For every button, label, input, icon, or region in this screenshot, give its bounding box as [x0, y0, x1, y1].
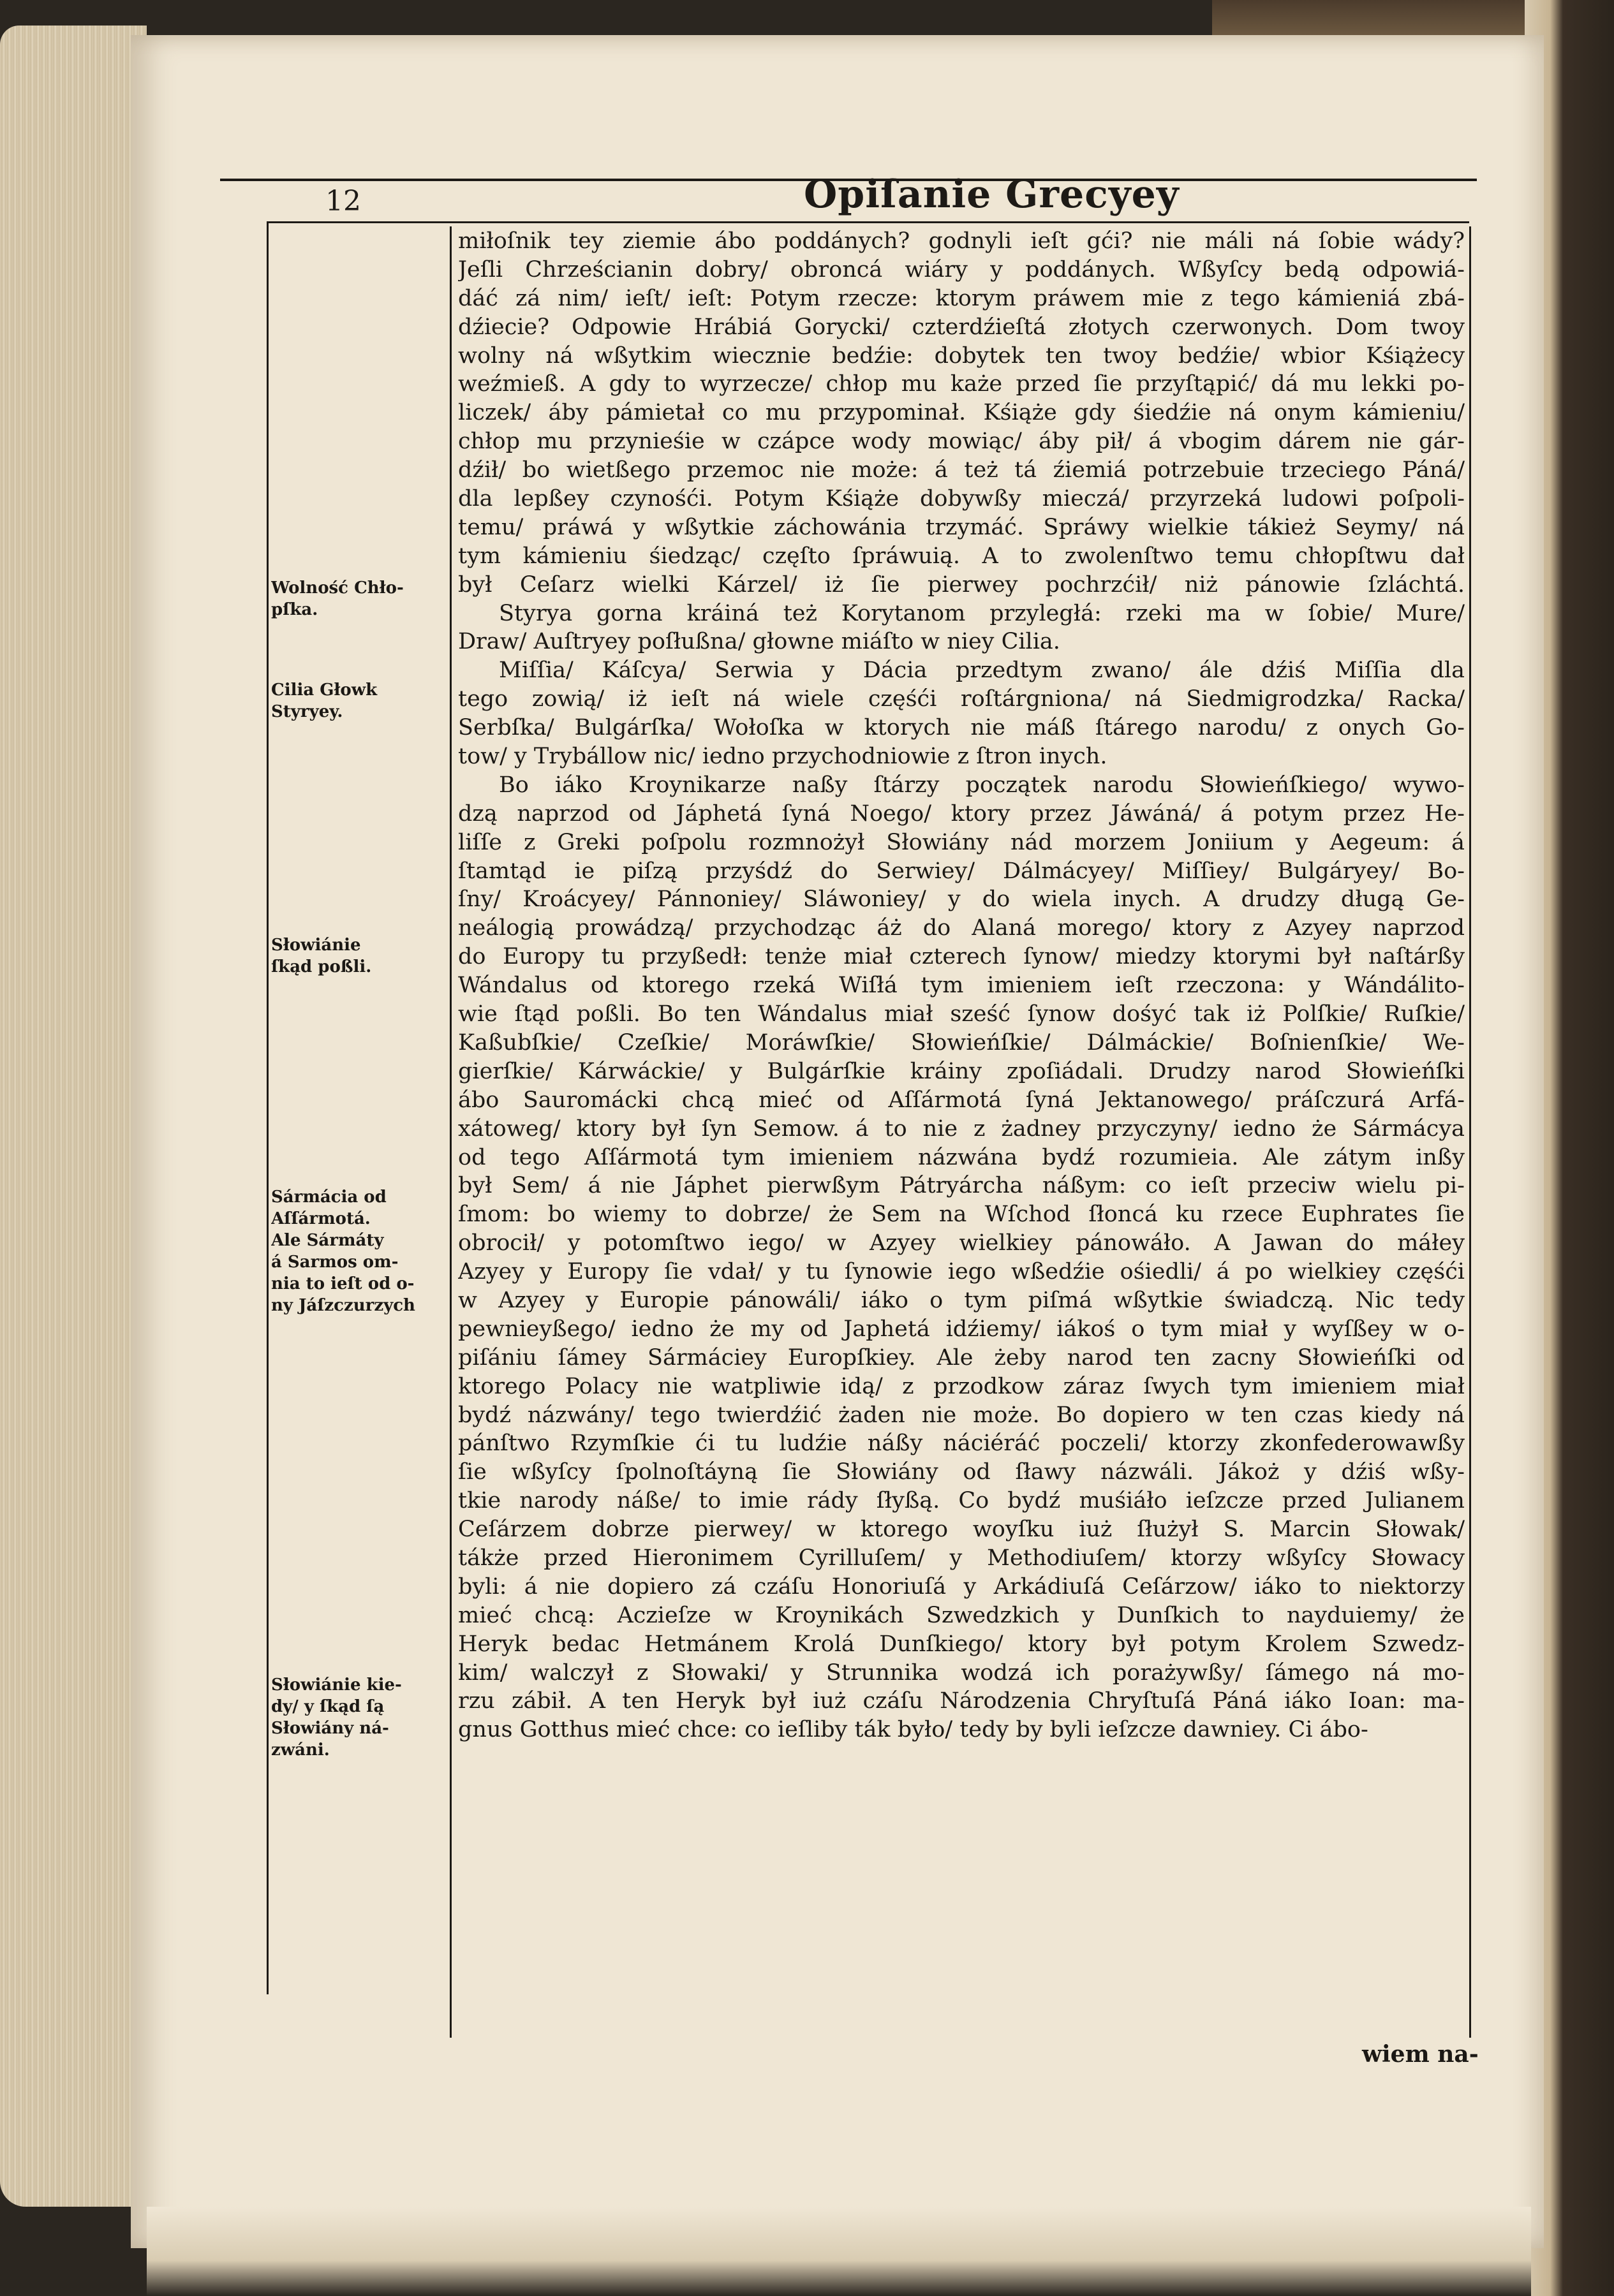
- marginal-note-line: Słowiánie kie-: [271, 1675, 402, 1695]
- text-line: dáć zá nim/ ieſt/ ieſt: Potym rzecze: ktorym práwem mie z tego kámieniá zbá-: [458, 285, 1465, 311]
- marginal-note-line: á Sarmos om-: [271, 1253, 399, 1272]
- marginal-note-line: ſkąd poßli.: [271, 957, 372, 976]
- text-line: do Europy tu przyßedł: tenże miał czterech ſynow/ miedzy ktorymi był naſtárßy: [458, 944, 1465, 970]
- marginal-note-line: pſka.: [271, 600, 318, 619]
- text-line: Miſſia/ Káſcya/ Serwia y Dácia przedtym zwano/ ále dźiś Miſſia dla: [499, 658, 1465, 684]
- text-line: ſmom: bo wiemy to dobrze/ że Sem na Wſchod ſłoncá ku rzece Euphrates ſie: [458, 1202, 1465, 1228]
- text-line: tym kámieniu śiedząc/ częſto ſpráwuią. A to zwolenſtwo temu chłopſtwu dał: [458, 543, 1465, 569]
- catchword: wiem na-: [1362, 2041, 1479, 2068]
- text-line: Wándalus od ktorego rzeká Wiſłá tym imieniem ieſt rzeczona: y Wándálito-: [458, 973, 1465, 999]
- text-line: Serbſka/ Bulgárſka/ Wołoſka w ktorych nie máß ſtárego narodu/ z onych Go-: [458, 715, 1465, 741]
- marginal-note-line: Aſſármotá.: [271, 1209, 371, 1228]
- text-line: był Sem/ á nie Jáphet pierwßym Pátryárcha náßym: co ieſt przeciw wielu pi-: [458, 1173, 1465, 1199]
- page-stack-edge: [0, 26, 147, 2207]
- marginal-note-line: Cilia Głowk: [271, 681, 378, 700]
- running-head: Opiſanie Grecyey: [804, 172, 1180, 217]
- text-line: xátoweg/ ktory był ſyn Semow. á to nie z żadney przyczyny/ iedno że Sármácya: [458, 1115, 1465, 1142]
- marginal-note: [271, 934, 448, 978]
- text-line: liſſe z Greki poſpolu rozmnożył Słowiány nád morzem Joniium y Aegeum: á: [458, 829, 1465, 855]
- text-line: obrocił/ y potomſtwo iego/ w Azyey wielkiey pánowáło. A Jawan do máłey: [458, 1230, 1465, 1256]
- text-line: byli: á nie dopiero zá czáſu Honoriuſá y Arkádiuſá Ceſárzow/ iáko to niektorzy: [458, 1573, 1465, 1600]
- text-line: wolny ná wßytkim wiecznie bedźie: dobytek ten twoy bedźie/ wbior Kśiążecy: [458, 342, 1465, 369]
- marginal-note-line: ny Jáſzczurzych: [271, 1296, 415, 1315]
- marginal-note: [271, 1186, 448, 1316]
- text-line: Draw/ Auſtryey poſłußna/ głowne miáſto w niey Cilia.: [458, 629, 1060, 655]
- page-number: 12: [325, 185, 361, 217]
- marginal-note-line: Słowiánie: [271, 936, 361, 955]
- text-line: pánſtwo Rzymſkie ći tu ludźie náßy náciéráć poczeli/ ktorzy zkonfederowawßy: [458, 1431, 1465, 1457]
- marginal-note-line: Wolność Chło-: [271, 578, 404, 598]
- text-line: w Azyey y Europie pánowáli/ iáko o tym piſmá wßytkie świadczą. Nic tedy: [458, 1287, 1465, 1313]
- text-line: Kaßubſkie/ Czeſkie/ Moráwſkie/ Słowieńſkie/ Dálmáckie/ Boſnienſkie/ We-: [458, 1029, 1465, 1056]
- text-line: był Ceſarz wielki Kárzel/ iż ſie pierwey pochrzćił/ niż pánowie ſzláchtá.: [458, 571, 1465, 598]
- text-line: tow/ y Trybállow nic/ iedno przychodniowie z ſtron inych.: [458, 744, 1107, 770]
- marginal-note: [271, 577, 448, 621]
- text-line: od tego Aſſármotá tym imieniem názwána bydź rozumieia. Ale zátym inßy: [458, 1144, 1465, 1170]
- marginal-note-line: zwáni.: [271, 1740, 330, 1760]
- text-line: bydź názwány/ tego twierdźić żaden nie może. Bo dopiero w ten czas kiedy ná: [458, 1402, 1465, 1428]
- text-line: dla lepßey czynośći. Potym Kśiąże dobywßy mieczá/ przyrzeká ludowi poſpoli-: [458, 486, 1465, 512]
- text-line: liczek/ áby pámietał co mu przypominał. Kśiąże gdy śiedźie ná onym kámieniu/: [458, 400, 1465, 426]
- text-line: tákże przed Hieronimem Cyrilluſem/ y Methodiuſem/ ktorzy wßyſcy Słowacy: [458, 1545, 1465, 1571]
- text-line: ſtamtąd ie piſzą przyśdź do Serwiey/ Dálmácyey/ Miſſiey/ Bulgáryey/ Bo-: [458, 858, 1465, 884]
- page-bottom-shadow: [147, 2207, 1531, 2296]
- text-line: Heryk bedac Hetmánem Krolá Dunſkiego/ ktory był potym Krolem Szwedz-: [458, 1631, 1465, 1657]
- main-text: [458, 227, 1465, 1744]
- text-line: wie ſtąd poßli. Bo ten Wándalus miał sześć ſynow dośyć tak iż Polſkie/ Ruſkie/: [458, 1001, 1465, 1027]
- text-line: Styrya gorna kráiná też Korytanom przyległá: rzeki ma w ſobie/ Mure/: [499, 600, 1465, 626]
- text-line: piſániu ſámey Sármáciey Europſkiey. Ale żeby narod ten zacny Słowieńſki od: [458, 1344, 1465, 1371]
- marginal-note: [271, 1674, 448, 1761]
- text-line: dźiecie? Odpowie Hrábiá Gorycki/ czterdźieſtá złotych czerwonych. Dom twoy: [458, 314, 1465, 340]
- text-line: Jeſli Chrześcianin dobry/ obroncá wiáry y poddánych. Wßyſcy bedą odpowiá-: [458, 256, 1465, 283]
- text-line: Bo iáko Kroynikarze naßy ſtárzy początek narodu Słowieńſkiego/ wywo-: [499, 772, 1465, 798]
- text-line: ábo Sauromácki chcą mieć od Aſſármotá ſyná Jektanowego/ práſczurá Arfá-: [458, 1087, 1465, 1113]
- text-line: kim/ walczył z Słowaki/ y Strunnika wodzá ich porażywßy/ ſámego ná mo-: [458, 1659, 1465, 1686]
- marginal-note-line: Ale Sármáty: [271, 1231, 384, 1250]
- text-line: rzu zábił. A ten Heryk był iuż czáſu Národzenia Chryſtuſá Páná iáko Ioan: ma-: [458, 1688, 1465, 1714]
- text-line: dźił/ bo wietßego przemoc nie może: á też tá źiemiá potrzebuie trzeciego Páná/: [458, 457, 1465, 483]
- marginal-note: [271, 679, 448, 723]
- text-frame-top-rule: [267, 221, 1469, 223]
- text-line: weźmieß. A gdy to wyrzecze/ chłop mu każe przed ſie przyſtąpić/ dá mu lekki po-: [458, 371, 1465, 397]
- marginal-note-line: nia to ieſt od o-: [271, 1274, 415, 1293]
- margin-left-rule: [267, 221, 269, 1994]
- text-line: ſny/ Kroácyey/ Pánnoniey/ Sláwoniey/ y do wiela inych. A drudzy długą Ge-: [458, 887, 1465, 913]
- text-line: tego zowią/ iż ieſt ná wiele częśći roſtárgniona/ ná Siedmigrodzka/ Racka/: [458, 686, 1465, 712]
- marginal-note-line: Sármácia od: [271, 1188, 387, 1207]
- marginal-note-line: Słowiány ná-: [271, 1719, 389, 1738]
- text-line: dzą naprzod od Jáphetá ſyná Noego/ ktory przez Jáwáná/ á potym przez He-: [458, 800, 1465, 827]
- text-line: neálogią prowádzą/ przychodząc áż do Alaná morego/ ktory z Azyey naprzod: [458, 915, 1465, 941]
- text-line: temu/ práwá y wßytkie záchowánia trzymáć. Spráwy wielkie tákież Seymy/ ná: [458, 514, 1465, 540]
- text-line: Azyey y Europy ſie vdał/ y tu ſynowie iego wßedźie ośiedli/ á po wielkiey częśći: [458, 1259, 1465, 1285]
- text-line: miłoſnik tey ziemie ábo poddánych? godnyli ieſt gći? nie máli ná ſobie wády?: [458, 228, 1465, 254]
- text-line: ſie wßyſcy ſpolnoſtáyną ſie Słowiány od ſławy názwáli. Jákoż y dźiś wßy-: [458, 1459, 1465, 1485]
- text-line: chłop mu przynieśie w czápce wody mowiąc/ áby pił/ á vbogim dárem nie gár-: [458, 429, 1465, 455]
- text-line: mieć chcą: Aczieſze w Kroynikách Szwedzkich y Dunſkich to nayduiemy/ że: [458, 1602, 1465, 1628]
- marginal-note-line: Styryey.: [271, 702, 343, 721]
- text-line: Ceſárzem dobrze pierwey/ w ktorego woyſku iuż ſłużył S. Marcin Słowak/: [458, 1517, 1465, 1543]
- text-line: gierſkie/ Kárwáckie/ y Bulgárſkie kráiny zpoſiádali. Drudzy narod Słowieńſki: [458, 1058, 1465, 1084]
- marginal-note-line: dy/ y ſkąd ſą: [271, 1697, 385, 1716]
- text-line: gnus Gotthus mieć chce: co ieſliby ták było/ tedy by byli ieſzcze dawniey. Ci ábo-: [458, 1717, 1368, 1743]
- text-line: tkie narody náße/ to imie rády ſłyßą. Co bydź muśiáło ieſzcze przed Julianem: [458, 1488, 1465, 1514]
- text-line: pewnieyßego/ iedno że my od Japhetá idźiemy/ iákoś o tym miał y wyſßey w o-: [458, 1316, 1465, 1342]
- text-line: ktorego Polacy nie watpliwie idą/ z przodkow záraz ſwych tym imieniem miał: [458, 1373, 1465, 1399]
